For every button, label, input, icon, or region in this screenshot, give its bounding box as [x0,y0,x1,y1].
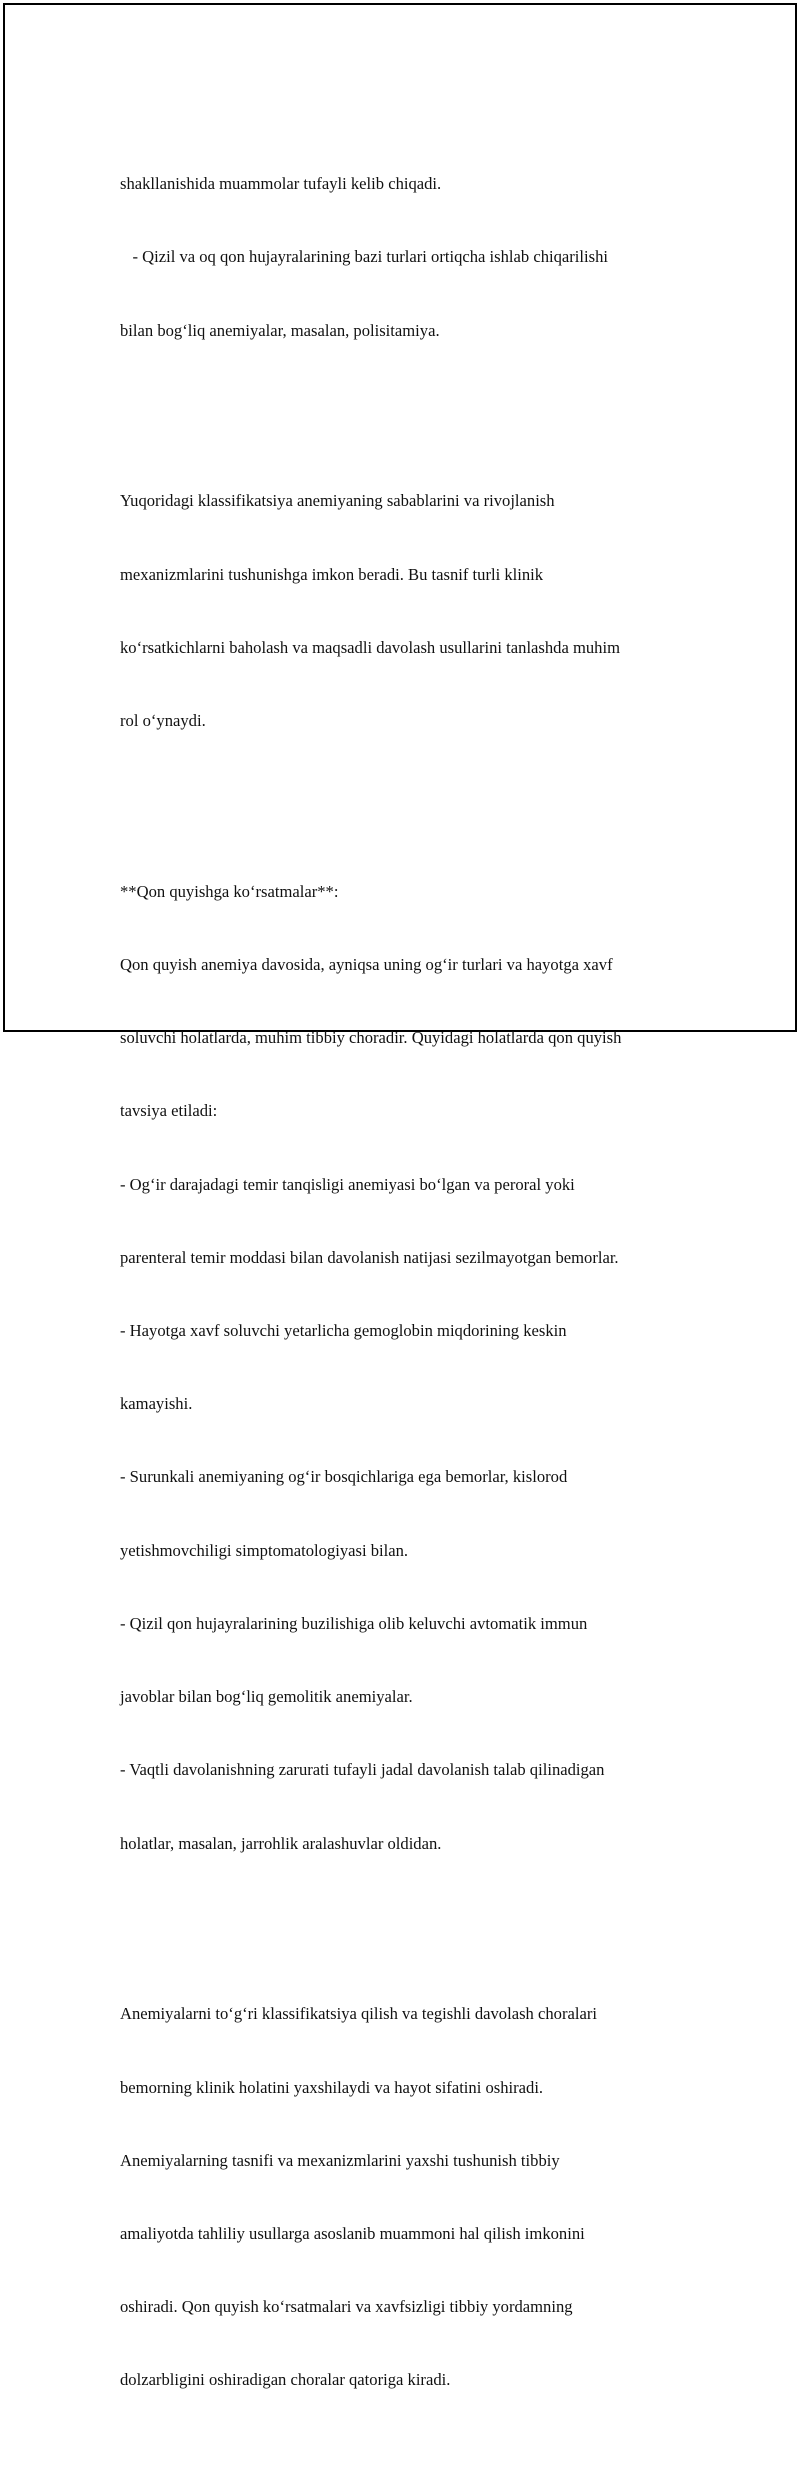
list-item-line: holatlar, masalan, jarrohlik aralashuvlar oldidan. [120,1833,442,1853]
text-line: tavsiya etiladi: [120,1101,218,1121]
text-line: rol oʻynaydi. [120,711,206,731]
text-line: koʻrsatkichlarni baholash va maqsadli davolash usullarini tanlashda muhim [120,637,621,657]
list-item-line: javoblar bilan bogʻliq gemolitik anemiyalar. [120,1687,413,1707]
text-line: shakllanishida muammolar tufayli kelib chiqadi. [120,174,442,194]
list-item-line: - Vaqtli davolanishning zarurati tufayli jadal davolanish talab qilinadigan [120,1760,605,1780]
list-item-line: - Ogʻir darajadagi temir tanqisligi anemiyasi boʻlgan va peroral yoki [120,1174,575,1194]
section-heading: **Qon quyishga koʻrsatmalar**: [120,881,339,901]
page-frame [3,3,797,2390]
document-text [120,99,720,2466]
text-line: bilan bogʻliq anemiyalar, masalan, polisitamiya. [120,320,440,340]
blank-line [120,782,720,806]
text-line: dolzarbligini oshiradigan choralar qatoriga kiradi. [120,2370,451,2390]
blank-line [120,392,720,416]
text-line: Yuqoridagi klassifikatsiya anemiyaning sabablarini va rivojlanish [120,491,555,511]
text-line: mexanizmlarini tushunishga imkon beradi. Bu tasnif turli klinik [120,564,544,584]
text-line: soluvchi holatlarda, muhim tibbiy choradir. Quyidagi holatlarda qon quyish [120,1028,622,1048]
list-item-line: - Surunkali anemiyaning ogʻir bosqichlariga ega bemorlar, kislorod [120,1467,568,1487]
list-item-line: parenteral temir moddasi bilan davolanish natijasi sezilmayotgan bemorlar. [120,1247,619,1267]
list-item-line: - Qizil qon hujayralarining buzilishiga olib keluvchi avtomatik immun [120,1613,588,1633]
text-line: Anemiyalarni toʻgʻri klassifikatsiya qilish va tegishli davolash choralari [120,2004,597,2024]
list-item-line: - Hayotga xavf soluvchi yetarlicha gemoglobin miqdorining keskin [120,1321,567,1341]
text-line: Anemiyalarning tasnifi va mexanizmlarini yaxshi tushunish tibbiy [120,2150,560,2170]
blank-line [120,1905,720,1929]
list-item-line: yetishmovchiligi simptomatologiyasi bilan. [120,1540,409,1560]
text-line: amaliyotda tahliliy usullarga asoslanib muammoni hal qilish imkonini [120,2223,585,2243]
text-line: Qon quyish anemiya davosida, ayniqsa uning ogʻir turlari va hayotga xavf [120,955,613,975]
text-line: bemorning klinik holatini yaxshilaydi va hayot sifatini oshiradi. [120,2077,544,2097]
text-line: - Qizil va oq qon hujayralarining bazi turlari ortiqcha ishlab chiqarilishi [120,247,608,267]
text-line: oshiradi. Qon quyish koʻrsatmalari va xavfsizligi tibbiy yordamning [120,2297,573,2317]
list-item-line: kamayishi. [120,1394,193,1414]
